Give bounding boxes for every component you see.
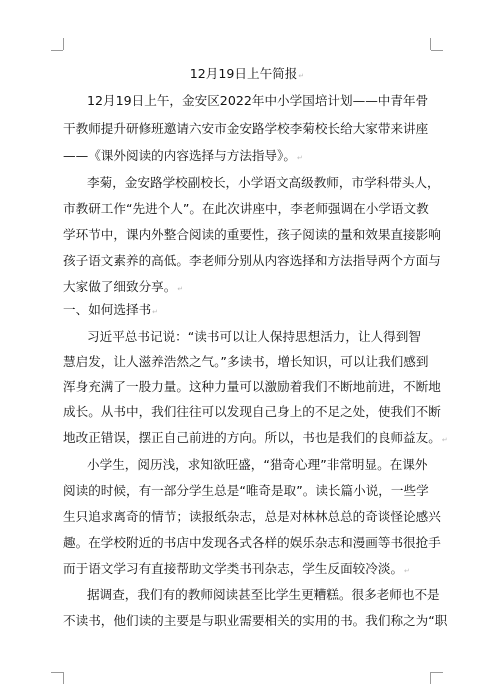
body-line: 市教研工作“先进个人”。在此次讲座中，李老师强调在小学语文教: [63, 201, 429, 216]
document-title-line: [63, 66, 431, 84]
body-line: 慧启发，让人滋养浩然之气。”多读书，增长知识，可以让我们感到: [63, 354, 429, 369]
body-line: 浑身充满了一股力量。这种力量可以激励着我们不断地前进，不断地: [63, 379, 441, 394]
body-line: 小学生，阅历浅，求知欲旺盛，“猎奇心理”非常明显。在课外: [87, 457, 428, 472]
body-line: 12月19日上午，金安区2022年中小学国培计划——中青年骨: [87, 93, 429, 108]
body-line: 孩子语文素养的高低。李老师分别从内容选择和方法指导两个方面与: [63, 253, 441, 268]
body-line: 阅读的时候，有一部分学生总是“唯奇是取”。读长篇小说，一些学: [63, 483, 429, 498]
paragraph-mark: ↵: [152, 308, 159, 316]
body-line: 学环节中，课内外整合阅读的重要性，孩子阅读的量和效果直接影响: [63, 227, 441, 242]
body-line: 趣。在学校附近的书店中发现各式各样的娱乐杂志和漫画等书很抢手: [63, 535, 441, 550]
body-line: 据调查，我们有的教师阅读甚至比学生更糟糕。很多老师也不是: [87, 587, 440, 602]
crop-mark-top-left-v: [63, 38, 64, 50]
body-line: 而于语文学习有直接帮助文学类书刊杂志，学生反面较冷淡。↵: [63, 561, 410, 576]
body-line: 干教师提升研修班邀请六安市金安路学校李菊校长给大家带来讲座: [63, 121, 429, 136]
crop-mark-top-right-h: [431, 50, 443, 51]
crop-mark-top-right-v: [430, 38, 431, 50]
paragraph-mark: ↵: [441, 436, 448, 444]
document-title: 12月19日上午简报: [189, 66, 298, 81]
body-line: 地改正错误，摆正自己前进的方向。所以，书也是我们的良师益友。↵: [63, 430, 448, 445]
paragraph-mark: ↵: [404, 567, 410, 575]
crop-mark-bottom-right-h: [431, 672, 443, 673]
paragraph-mark: ↵: [177, 285, 184, 293]
body-line: 生只追求离奇的情节；读报纸杂志，总是对林林总总的奇谈怪论感兴: [63, 509, 441, 524]
body-line: 大家做了细致分享。↵: [63, 279, 184, 294]
crop-mark-bottom-left-h: [51, 672, 63, 673]
body-line: 成长。从书中，我们往往可以发现自己身上的不足之处，使我们不断: [63, 404, 441, 419]
section-heading: 一、如何选择书↵: [63, 302, 159, 317]
paragraph-mark: ↵: [298, 72, 305, 80]
body-line: 习近平总书记说：“读书可以让人保持思想活力，让人得到智: [87, 329, 421, 344]
body-line: ——《课外阅读的内容选择与方法指导》。↵: [63, 148, 303, 163]
paragraph-mark: ↵: [296, 154, 303, 162]
crop-mark-bottom-right-v: [430, 672, 431, 684]
body-line: 不读书，他们读的主要是与职业需要相关的实用的书。我们称之为“职: [63, 613, 448, 628]
crop-mark-top-left-h: [51, 50, 63, 51]
body-line: 李菊，金安路学校副校长，小学语文高级教师，市学科带头人，: [87, 175, 440, 190]
crop-mark-bottom-left-v: [63, 672, 64, 684]
